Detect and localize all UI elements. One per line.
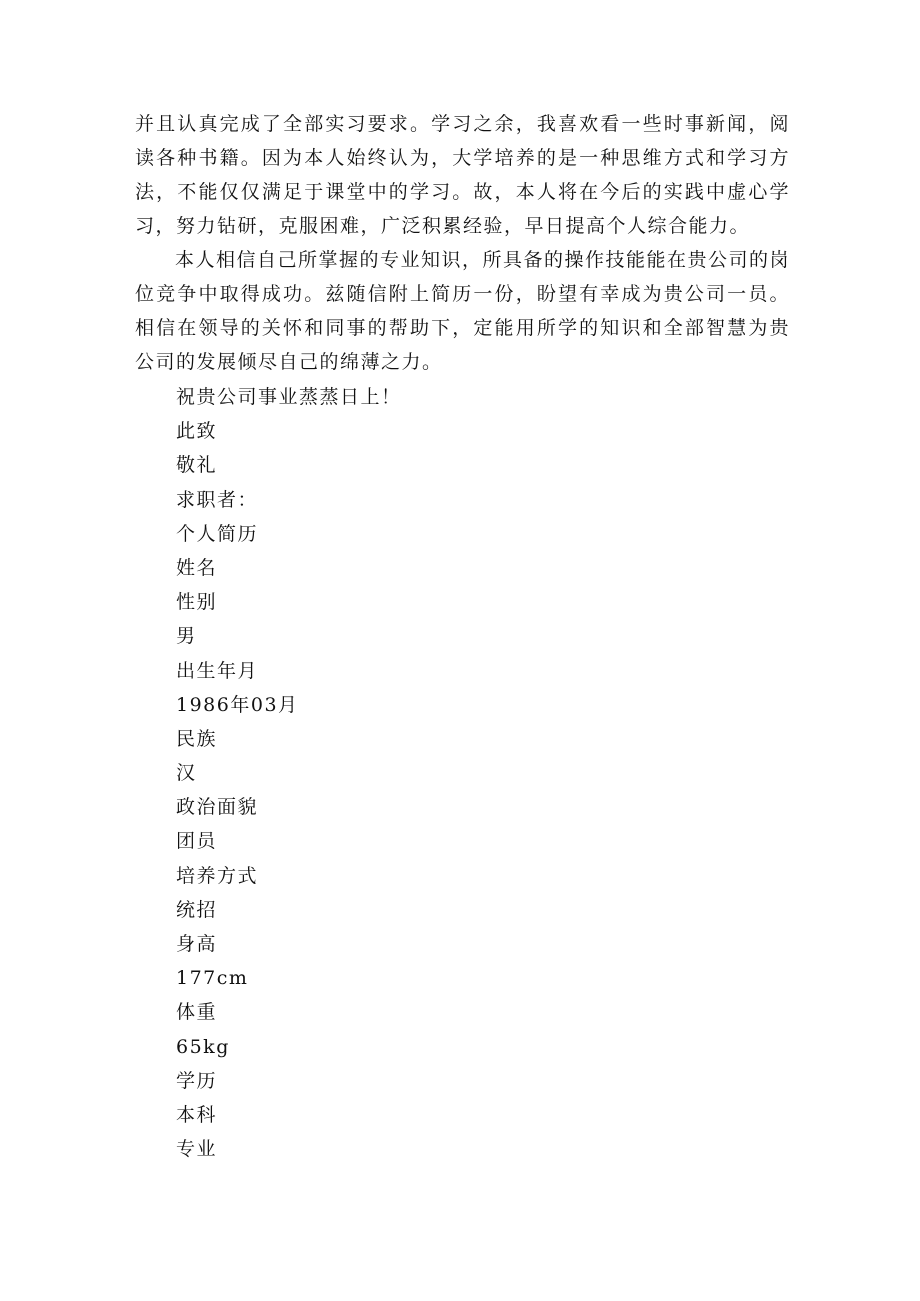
ethnicity-label: 民族 bbox=[176, 727, 218, 750]
weight-label: 体重 bbox=[176, 1001, 218, 1024]
gender-label: 性别 bbox=[176, 591, 218, 614]
letter-body bbox=[135, 107, 790, 379]
paragraph-application: 本人相信自己所掌握的专业知识，所具备的操作技能能在贵公司的岗位竞争中取得成功。兹随信附上简历一份，盼望有幸成为贵公司一员。相信在领导的关怀和同事的帮助下，定能用所学的知识和全部智慧为贵公司的发展倾尽自己的绵薄之力。 bbox=[135, 249, 791, 373]
major-label: 专业 bbox=[176, 1138, 218, 1161]
education-label: 学历 bbox=[176, 1069, 218, 1092]
gender-value: 男 bbox=[176, 625, 197, 648]
name-label: 姓名 bbox=[176, 556, 218, 579]
weight-value: 65kg bbox=[176, 1035, 230, 1058]
applicant-label: 求职者： bbox=[176, 488, 259, 511]
training-mode-label: 培养方式 bbox=[176, 864, 259, 887]
birth-value: 1986年03月 bbox=[176, 693, 299, 716]
political-status-label: 政治面貌 bbox=[176, 796, 259, 819]
resume-title: 个人简历 bbox=[176, 522, 259, 545]
political-status-value: 团员 bbox=[176, 830, 218, 853]
height-value: 177cm bbox=[176, 967, 249, 990]
education-value: 本科 bbox=[176, 1103, 218, 1126]
height-label: 身高 bbox=[176, 933, 218, 955]
paragraph-study: 并且认真完成了全部实习要求。学习之余，我喜欢看一些时事新闻，阅读各种书籍。因为本人始终认为，大学培养的是一种思维方式和学习方法，不能仅仅满足于课堂中的学习。故，本人将在今后的实践中虚心学习，努力钻研，克服困难，广泛积累经验，早日提高个人综合能力。 bbox=[135, 113, 790, 237]
training-mode-value: 统招 bbox=[176, 898, 218, 921]
closing-and-resume bbox=[176, 380, 776, 1166]
birth-label: 出生年月 bbox=[176, 659, 259, 682]
ethnicity-value: 汉 bbox=[176, 762, 197, 785]
salutation-ci-zhi: 此致 bbox=[176, 420, 218, 443]
closing-wish: 祝贵公司事业蒸蒸日上！ bbox=[176, 386, 402, 408]
salutation-jing-li: 敬礼 bbox=[176, 454, 218, 477]
